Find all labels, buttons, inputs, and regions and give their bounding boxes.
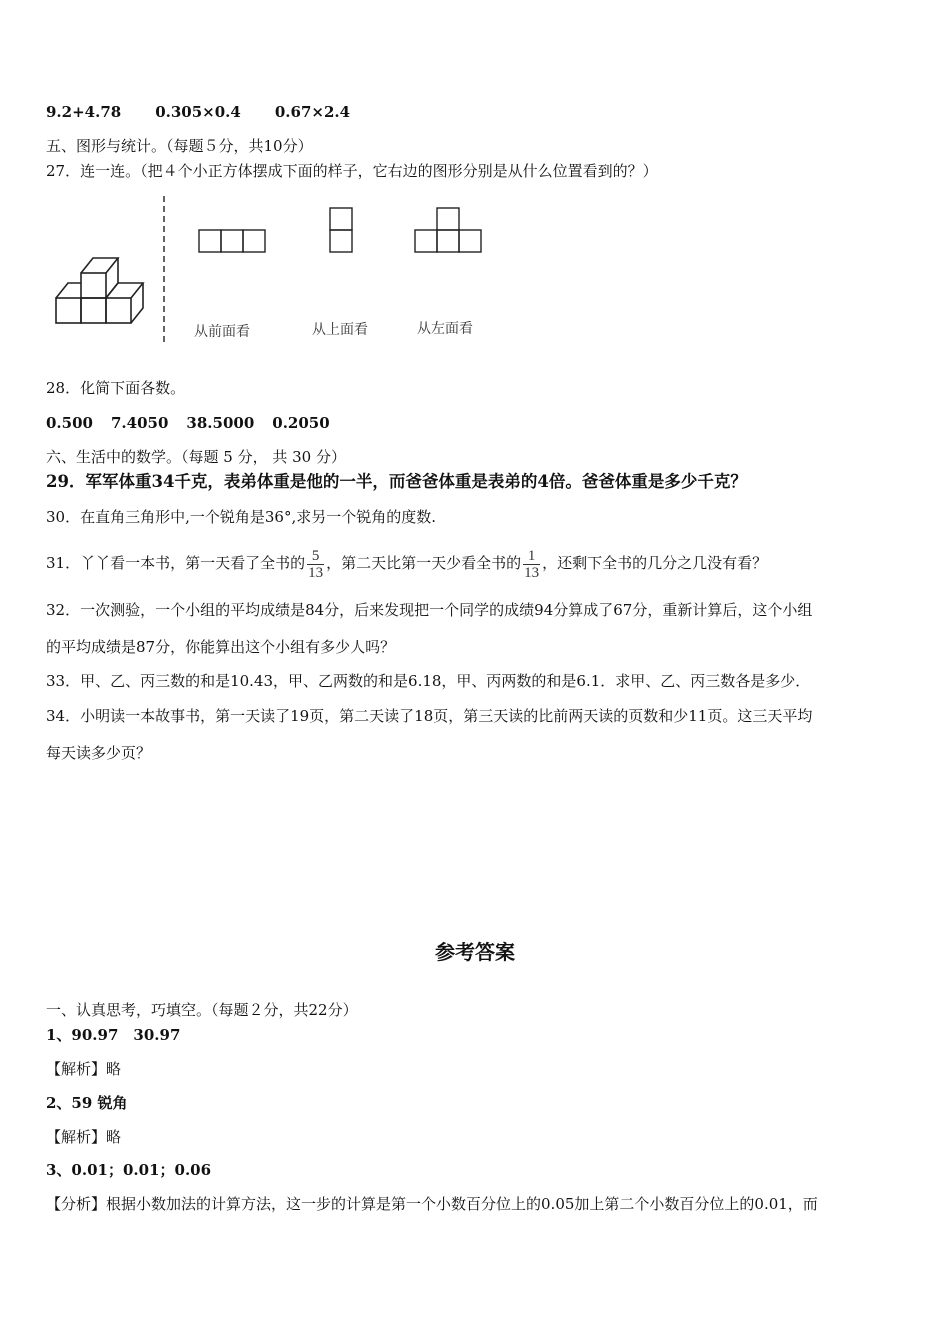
cube-views-diagram — [46, 192, 506, 352]
question-31 — [46, 544, 767, 582]
answer-1-note: 【解析】略 — [46, 1060, 122, 1078]
fraction-1-13 — [523, 548, 540, 581]
answer-title: 参考答案 — [435, 940, 515, 964]
question-32-line1: 32．一次测验，一个小组的平均成绩是84分，后来发现把一个同学的成绩94分算成了67分，重新计算后，这个小组 — [46, 601, 813, 619]
answer-2-note: 【解析】略 — [46, 1128, 122, 1146]
calc-expr-2: 0.305×0.4 — [155, 103, 241, 121]
cube-stack-drawing — [56, 258, 143, 323]
answer-3-analysis: 【分析】根据小数加法的计算方法，这一步的计算是第一个小数百分位上的0.05加上第二个小数百分位上的0.01，而 — [46, 1195, 818, 1213]
fraction-5-13 — [307, 548, 324, 581]
q31-part2: ，第二天比第一天少看全书的 — [326, 554, 522, 572]
q28-numbers — [46, 413, 330, 433]
question-30: 30．在直角三角形中,一个锐角是36°,求另一个锐角的度数. — [46, 508, 436, 526]
question-32-line2: 的平均成绩是87分，你能算出这个小组有多少人吗？ — [46, 638, 396, 656]
q28-number-1: 0.500 — [46, 414, 93, 432]
label-front-view: 从前面看 — [194, 324, 250, 340]
frac1-num: 5 — [311, 547, 320, 564]
answer-2: 2、59 锐角 — [46, 1094, 128, 1112]
calc-expr-3: 0.67×2.4 — [274, 103, 351, 121]
q27-figure — [46, 192, 506, 356]
question-34-line2: 每天读多少页？ — [46, 744, 152, 762]
section6-title: 六、生活中的数学。（每题 5 分， 共 30 分） — [46, 448, 346, 466]
question-28: 28．化简下面各数。 — [46, 379, 186, 397]
calc-expr-1: 9.2+4.78 — [46, 103, 122, 121]
answer-3: 3、0.01；0.01；0.06 — [46, 1161, 212, 1179]
question-29: 29．军军体重34千克，表弟体重是他的一半，而爸爸体重是表弟的4倍。爸爸体重是多少千克？ — [46, 472, 747, 491]
answer-1: 1、90.97 30.97 — [46, 1026, 181, 1044]
label-top-view: 从上面看 — [312, 322, 368, 338]
q31-part3: ，还剩下全书的几分之几没有看？ — [542, 554, 768, 572]
section5-title: 五、图形与统计。（每题５分，共10分） — [46, 137, 313, 155]
answer-section1-title: 一、认真思考，巧填空。（每题２分，共22分） — [46, 1001, 358, 1019]
view-front-shape — [199, 230, 265, 252]
question-27: 27．连一连。（把４个小正方体摆成下面的样子，它右边的图形分别是从什么位置看到的？） — [46, 162, 658, 180]
q28-number-4: 0.2050 — [272, 414, 330, 432]
calc-line — [46, 102, 350, 122]
label-left-view: 从左面看 — [417, 321, 473, 337]
q28-number-3: 38.5000 — [186, 414, 255, 432]
frac1-den: 13 — [308, 564, 324, 581]
q31-part1: 31．丫丫看一本书，第一天看了全书的 — [46, 554, 306, 572]
frac2-num: 1 — [527, 547, 536, 564]
question-34-line1: 34．小明读一本故事书，第一天读了19页，第二天读了18页，第三天读的比前两天读的页数和少11页。这三天平均 — [46, 707, 813, 725]
view-top-shape — [330, 208, 352, 252]
question-33: 33．甲、乙、丙三数的和是10.43，甲、乙两数的和是6.18，甲、丙两数的和是6.1．求甲、乙、丙三数各是多少． — [46, 672, 811, 690]
q28-number-2: 7.4050 — [110, 414, 169, 432]
frac2-den: 13 — [524, 564, 540, 581]
view-left-shape — [415, 208, 481, 252]
